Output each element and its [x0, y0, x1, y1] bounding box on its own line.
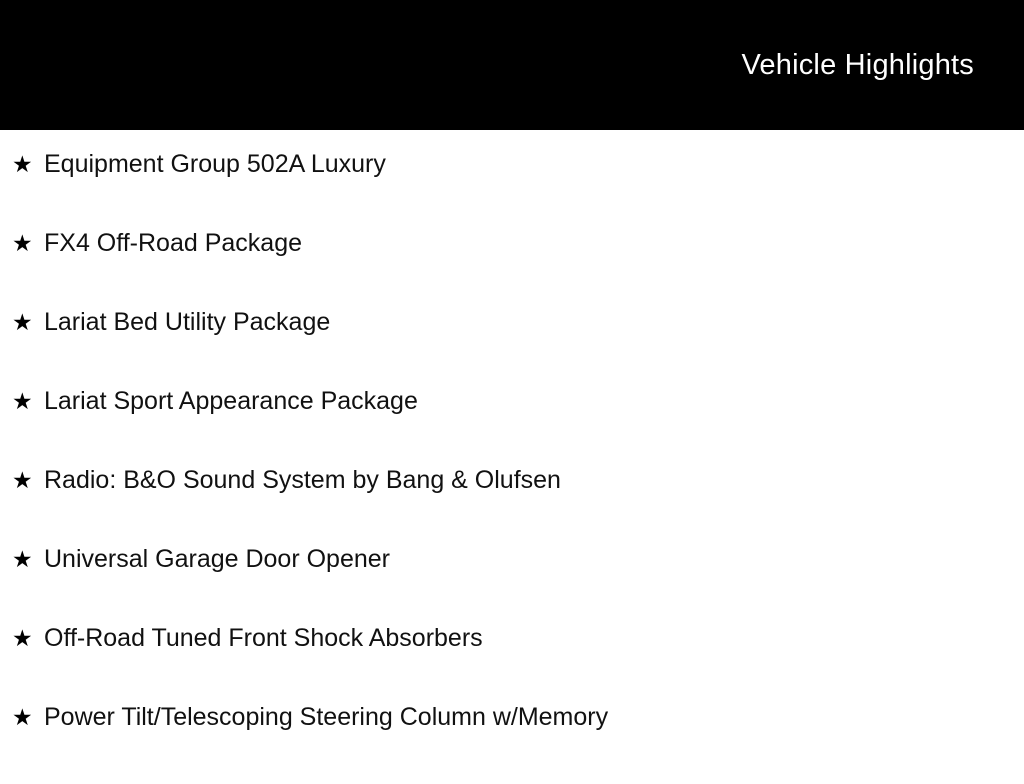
list-item	[0, 547, 1024, 626]
header-bar	[0, 0, 1024, 130]
star-icon: ★	[12, 388, 33, 414]
star-icon: ★	[12, 151, 33, 177]
list-item	[0, 626, 1024, 705]
highlight-label: FX4 Off-Road Package	[44, 229, 303, 257]
highlight-label: Off-Road Tuned Front Shock Absorbers	[44, 624, 483, 652]
highlight-label: Power Tilt/Telescoping Steering Column w/Memory	[44, 703, 609, 731]
star-icon: ★	[12, 467, 33, 493]
star-icon: ★	[12, 546, 33, 572]
vehicle-highlights-list	[0, 130, 1024, 784]
list-item	[0, 152, 1024, 231]
highlight-label: Universal Garage Door Opener	[44, 545, 390, 573]
page-title: Vehicle Highlights	[741, 48, 974, 81]
list-item	[0, 705, 1024, 784]
highlight-label: Lariat Sport Appearance Package	[44, 387, 418, 415]
list-item	[0, 231, 1024, 310]
star-icon: ★	[12, 704, 33, 730]
highlight-label: Lariat Bed Utility Package	[44, 308, 331, 336]
list-item	[0, 310, 1024, 389]
highlight-label: Radio: B&O Sound System by Bang & Olufsen	[44, 466, 561, 494]
highlight-label: Equipment Group 502A Luxury	[44, 150, 386, 178]
star-icon: ★	[12, 625, 33, 651]
star-icon: ★	[12, 230, 33, 256]
list-item	[0, 389, 1024, 468]
star-icon: ★	[12, 309, 33, 335]
list-item	[0, 468, 1024, 547]
